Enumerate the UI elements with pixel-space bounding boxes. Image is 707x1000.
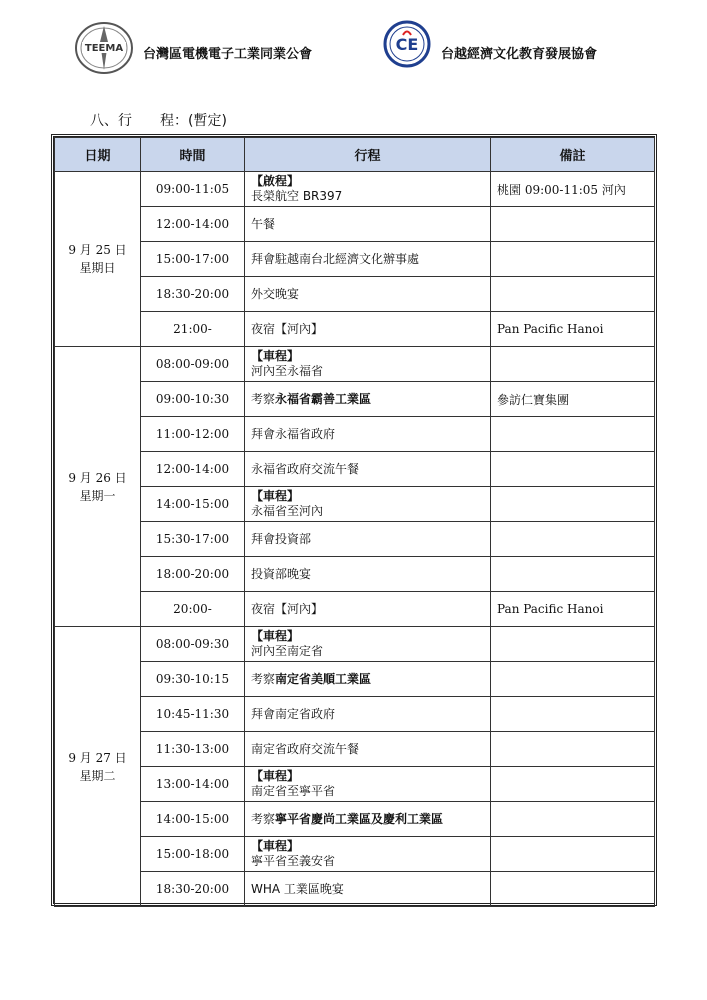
schedule-row [55, 242, 655, 277]
schedule-row [55, 802, 655, 837]
itinerary-text: 拜會南定省政府 [251, 706, 336, 721]
itinerary-line [251, 287, 490, 302]
itinerary-cell [245, 557, 491, 592]
note-cell [491, 627, 655, 662]
time-cell: 15:00-17:00 [141, 242, 245, 277]
itinerary-line [251, 854, 490, 869]
itinerary-line [251, 217, 490, 232]
itinerary-line [251, 252, 490, 267]
itinerary-cell [245, 872, 491, 907]
itinerary-cell [245, 452, 491, 487]
schedule-row [55, 592, 655, 627]
note-cell [491, 837, 655, 872]
note-cell [491, 662, 655, 697]
schedule-row [55, 767, 655, 802]
itinerary-bold-text: 寧平省慶尚工業區及慶利工業區 [275, 811, 444, 826]
schedule-row [55, 732, 655, 767]
itinerary-text: 拜會投資部 [251, 531, 312, 546]
note-cell [491, 347, 655, 382]
itinerary-tag: 【啟程】 [251, 174, 300, 188]
itinerary-text: 永福省政府交流午餐 [251, 461, 360, 476]
itinerary-cell [245, 837, 491, 872]
teema-logo [72, 20, 136, 76]
itinerary-line [251, 602, 490, 617]
itinerary-text: 夜宿【河內】 [251, 601, 324, 616]
itinerary-text: 河內至永福省 [251, 364, 324, 378]
itinerary-cell [245, 522, 491, 557]
schedule-row [55, 697, 655, 732]
itinerary-cell [245, 487, 491, 522]
itinerary-text: 投資部晚宴 [251, 566, 312, 581]
day-weekday: 星期日 [79, 261, 116, 275]
day-weekday: 星期二 [79, 768, 116, 783]
itinerary-tag: 【車程】 [251, 489, 300, 503]
itinerary-line [251, 567, 490, 582]
itinerary-line [251, 504, 490, 519]
itinerary-cell [245, 417, 491, 452]
time-cell: 09:00-10:30 [141, 382, 245, 417]
note-cell [491, 767, 655, 802]
col-header-time: 時間 [141, 138, 245, 172]
header-row [55, 138, 655, 172]
itinerary-cell [245, 767, 491, 802]
itinerary-line [251, 532, 490, 547]
time-cell: 14:00-15:00 [141, 487, 245, 522]
time-cell: 12:00-14:00 [141, 452, 245, 487]
note-cell [491, 732, 655, 767]
time-cell: 20:00- [141, 592, 245, 627]
itinerary-prefix: 考察 [251, 671, 276, 686]
itinerary-cell [245, 732, 491, 767]
itinerary-cell [245, 662, 491, 697]
schedule-row [55, 557, 655, 592]
itinerary-cell [245, 592, 491, 627]
note-cell [491, 522, 655, 557]
itinerary-line [251, 322, 490, 337]
itinerary-cell [245, 347, 491, 382]
col-header-notes: 備註 [491, 138, 655, 172]
itinerary-tag: 【車程】 [251, 839, 300, 853]
note-cell: Pan Pacific Hanoi [491, 312, 655, 347]
itinerary-bold-text: 南定省美順工業區 [275, 671, 372, 686]
schedule-table [51, 134, 657, 906]
note-cell: 桃園 09:00-11:05 河內 [491, 172, 655, 207]
itinerary-cell [245, 312, 491, 347]
col-header-itinerary: 行程 [245, 138, 491, 172]
note-cell [491, 277, 655, 312]
day-date: 9 月 25 日 [68, 243, 127, 257]
itinerary-line [251, 462, 490, 477]
time-cell: 12:00-14:00 [141, 207, 245, 242]
day-cell [55, 172, 141, 347]
day-cell [55, 347, 141, 627]
itinerary-line [251, 707, 490, 722]
schedule-row [55, 277, 655, 312]
schedule-row [55, 207, 655, 242]
itinerary-tag: 【車程】 [251, 349, 300, 363]
itinerary-text: 永福省至河內 [251, 504, 324, 518]
itinerary-text: 拜會永福省政府 [251, 426, 336, 441]
day-cell [55, 627, 141, 907]
itinerary-text: 外交晚宴 [251, 286, 300, 301]
time-cell: 21:00- [141, 312, 245, 347]
time-cell: 08:00-09:30 [141, 627, 245, 662]
itinerary-text: 拜會駐越南台北經濟文化辦事處 [251, 251, 420, 266]
itinerary-cell [245, 242, 491, 277]
note-cell [491, 697, 655, 732]
itinerary-tag: 【車程】 [251, 769, 300, 783]
time-cell: 18:30-20:00 [141, 872, 245, 907]
col-header-date: 日期 [55, 138, 141, 172]
itinerary-text: 寧平省至義安省 [251, 854, 336, 868]
time-cell: 10:45-11:30 [141, 697, 245, 732]
time-cell: 09:00-11:05 [141, 172, 245, 207]
schedule-row [55, 312, 655, 347]
itinerary-line [251, 644, 490, 659]
itinerary-text: 午餐 [251, 216, 276, 231]
schedule-row [55, 172, 655, 207]
time-cell: 18:30-20:00 [141, 277, 245, 312]
itinerary-text: 河內至南定省 [251, 644, 324, 658]
note-cell [491, 417, 655, 452]
time-cell: 13:00-14:00 [141, 767, 245, 802]
itinerary-text: 長榮航空 BR397 [251, 189, 343, 203]
itinerary-cell [245, 627, 491, 662]
itinerary-line [251, 392, 490, 407]
itinerary-text: WHA 工業區晚宴 [251, 881, 344, 896]
day-date: 9 月 27 日 [68, 750, 127, 765]
schedule-row [55, 452, 655, 487]
itinerary-line [251, 742, 490, 757]
itinerary-cell [245, 802, 491, 837]
ce-logo [383, 20, 431, 68]
svg-text:CE: CE [395, 35, 419, 54]
time-cell: 11:30-13:00 [141, 732, 245, 767]
schedule-row [55, 872, 655, 907]
itinerary-prefix: 考察 [251, 391, 276, 406]
time-cell: 11:00-12:00 [141, 417, 245, 452]
note-cell [491, 487, 655, 522]
schedule-row [55, 627, 655, 662]
time-cell: 18:00-20:00 [141, 557, 245, 592]
time-cell: 09:30-10:15 [141, 662, 245, 697]
itinerary-line [251, 784, 490, 799]
time-cell: 15:00-18:00 [141, 837, 245, 872]
svg-text:TEEMA: TEEMA [84, 43, 124, 54]
schedule-row [55, 662, 655, 697]
left-org-name: 台灣區電機電子工業同業公會 [143, 47, 313, 62]
itinerary-line [251, 812, 490, 827]
itinerary-cell [245, 172, 491, 207]
itinerary-cell [245, 382, 491, 417]
day-weekday: 星期一 [79, 488, 116, 503]
itinerary-line [251, 189, 490, 204]
note-cell [491, 557, 655, 592]
note-cell: 參訪仁寶集團 [491, 382, 655, 417]
schedule-row [55, 347, 655, 382]
time-cell: 14:00-15:00 [141, 802, 245, 837]
itinerary-cell [245, 207, 491, 242]
time-cell: 08:00-09:00 [141, 347, 245, 382]
itinerary-text: 南定省至寧平省 [251, 784, 336, 798]
schedule-row [55, 417, 655, 452]
time-cell: 15:30-17:00 [141, 522, 245, 557]
note-cell [491, 452, 655, 487]
section-title: 八、行 程：(暫定) [90, 113, 227, 129]
schedule-row [55, 382, 655, 417]
schedule-row [55, 837, 655, 872]
day-date: 9 月 26 日 [68, 470, 127, 485]
schedule-row [55, 522, 655, 557]
itinerary-tag: 【車程】 [251, 629, 300, 643]
note-cell [491, 207, 655, 242]
right-org-name: 台越經濟文化教育發展協會 [441, 47, 598, 62]
itinerary-line [251, 427, 490, 442]
itinerary-cell [245, 277, 491, 312]
note-cell [491, 872, 655, 907]
itinerary-bold-text: 永福省霸善工業區 [275, 391, 372, 406]
itinerary-line [251, 882, 490, 897]
schedule-body [55, 172, 655, 907]
itinerary-prefix: 考察 [251, 811, 276, 826]
itinerary-line [251, 364, 490, 379]
note-cell [491, 802, 655, 837]
schedule-row [55, 487, 655, 522]
note-cell [491, 242, 655, 277]
itinerary-text: 夜宿【河內】 [251, 321, 324, 336]
itinerary-line [251, 672, 490, 687]
itinerary-cell [245, 697, 491, 732]
note-cell: Pan Pacific Hanoi [491, 592, 655, 627]
itinerary-text: 南定省政府交流午餐 [251, 741, 360, 756]
